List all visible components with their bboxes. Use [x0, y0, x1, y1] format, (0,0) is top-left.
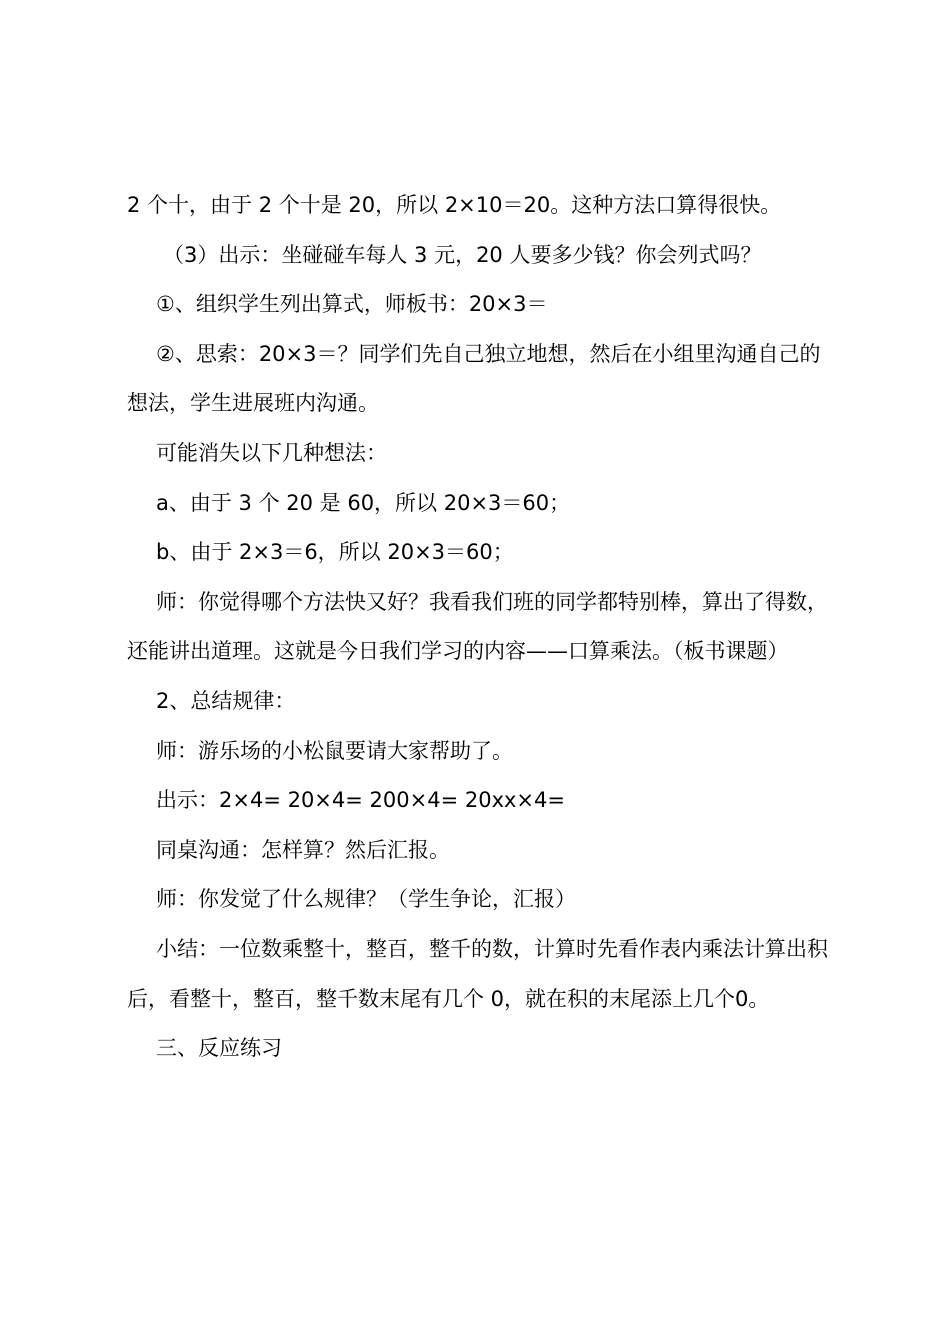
section-heading: 三、反应练习: [156, 1036, 282, 1061]
paragraph: 同桌沟通：怎样算？然后汇报。: [156, 837, 450, 862]
paragraph: 可能消失以下几种想法：: [156, 440, 387, 465]
paragraph: 师：你发觉了什么规律？（学生争论，汇报）: [156, 887, 576, 912]
paragraph: a、由于 3 个 20 是 60，所以 20×3＝60；: [156, 490, 571, 515]
paragraph: 2 个十，由于 2 个十是 20，所以 2×10＝20。这种方法口算得很快。: [127, 193, 782, 217]
paragraph: ①、组织学生列出算式，师板书：20×3＝: [156, 292, 548, 317]
paragraph: b、由于 2×3＝6，所以 20×3＝60；: [156, 540, 514, 565]
paragraph: 出示：2×4= 20×4= 200×4= 20xx×4=: [156, 788, 565, 813]
paragraph: 师：游乐场的小松鼠要请大家帮助了。: [156, 738, 513, 763]
paragraph: ②、思索：20×3＝？同学们先自己独立地想，然后在小组里沟通自己的想法，学生进展班内沟通。: [127, 341, 821, 416]
paragraph: 师：你觉得哪个方法快又好？我看我们班的同学都特别棒，算出了得数，还能讲出道理。这就是今日我们学习的内容——口算乘法。（板书课题）: [127, 589, 828, 664]
section-heading: 2、总结规律：: [156, 688, 296, 713]
paragraph: 小结：一位数乘整十，整百，整千的数，计算时先看作表内乘法计算出积后，看整十，整百，整千数末尾有几个 0，就在积的末尾添上几个0。: [127, 936, 828, 1011]
document-body: [127, 181, 833, 1074]
paragraph: （3）出示：坐碰碰车每人 3 元，20 人要多少钱？你会列式吗？: [163, 242, 762, 267]
